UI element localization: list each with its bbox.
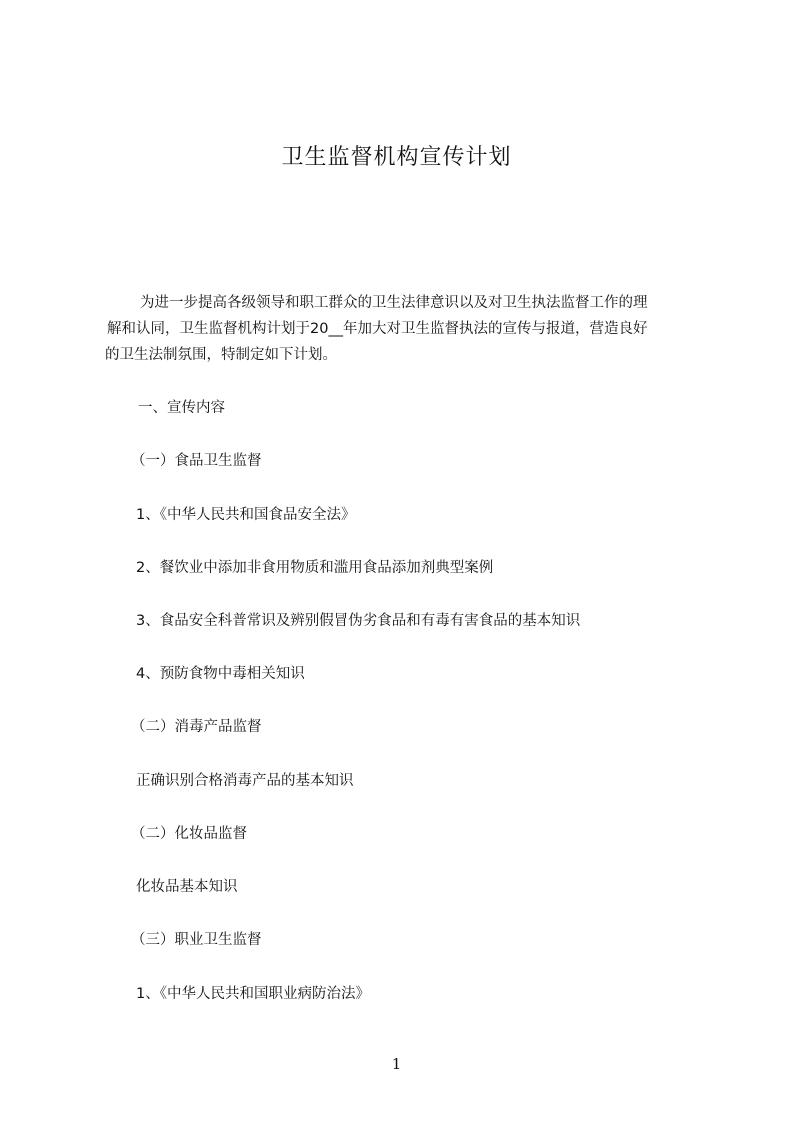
list-item: 2、餐饮业中添加非食用物质和滥用食品添加剂典型案例: [136, 560, 494, 576]
subsection-heading: （一）食品卫生监督: [131, 453, 262, 469]
list-item: 正确识别合格消毒产品的基本知识: [136, 773, 354, 789]
list-item: 1、《中华人民共和国职业病防治法》: [136, 986, 370, 1002]
subsection-heading: （二）化妆品监督: [131, 826, 247, 842]
section-heading: 一、宣传内容: [138, 400, 225, 416]
list-item: 3、食品安全科普常识及辨别假冒伪劣食品和有毒有害食品的基本知识: [136, 613, 581, 629]
intro-line: 解和认同，卫生监督机构计划于20__年加大对卫生监督执法的宣传与报道，营造良好: [107, 321, 648, 337]
intro-line: 为进一步提高各级领导和职工群众的卫生法律意识以及对卫生执法监督工作的理: [140, 295, 648, 311]
page-number: 1: [391, 1055, 402, 1073]
list-item: 化妆品基本知识: [136, 879, 238, 895]
intro-paragraph: [105, 290, 700, 368]
document-title: 卫生监督机构宣传计划: [281, 145, 512, 170]
list-item: 4、预防食物中毒相关知识: [136, 666, 305, 682]
list-item: 1、《中华人民共和国食品安全法》: [136, 507, 356, 523]
subsection-heading: （三）职业卫生监督: [131, 932, 262, 948]
subsection-heading: （二）消毒产品监督: [131, 719, 262, 735]
intro-line: 的卫生法制氛围，特制定如下计划。: [105, 347, 337, 363]
